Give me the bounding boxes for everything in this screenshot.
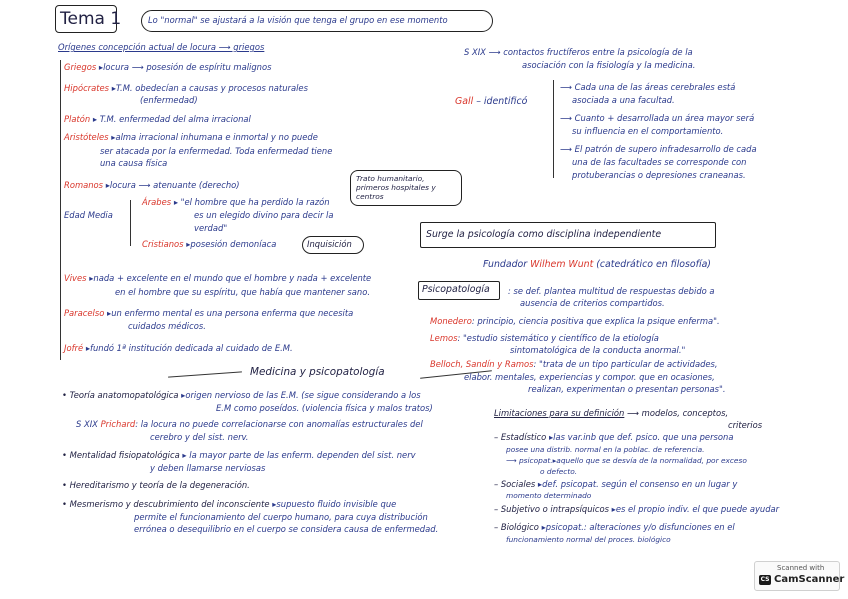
mentalidad-line-2: y deben llamarse nerviosas — [150, 463, 266, 473]
fundador-line: Fundador Wilhem Wunt (catedrático en filosofía) — [483, 259, 711, 270]
mesmerismo-line-2: permite el funcionamiento del cuerpo humano, para cuya distribución — [134, 512, 428, 522]
arabes-line: Árabes ▸ "el hombre que ha perdido la razón — [142, 197, 330, 207]
gall-item-1: ⟶ Cada una de las áreas cerebrales está — [560, 82, 736, 92]
gall-item-1b: asociada a una facultad. — [572, 95, 675, 105]
teoria-line: • Teoría anatomopatológica ▸origen nervioso de las E.M. (se sigue considerando a los — [62, 390, 421, 400]
subjetivo-line: – Subjetivo o intrapsíquicos ▸es el propio indiv. el que puede ayudar — [494, 504, 780, 514]
prichard-line-2: cerebro y del sist. nerv. — [150, 432, 249, 442]
trato-text: Trato humanitario, primeros hospitales y centros — [356, 174, 436, 201]
estadistico-line-2: posee una distrib. normal en la poblac. de referencia. — [506, 445, 705, 454]
item-hipocrates-2: (enfermedad) — [140, 95, 198, 105]
mesmerismo-line-3: errónea o desequilibrio en el cuerpo se considera causa de enfermedad. — [134, 524, 439, 534]
mentalidad-line: • Mentalidad fisiopatológica ▸ la mayor parte de las enferm. dependen del sist. nerv — [62, 450, 416, 460]
arabes-line-2: es un elegido divino para decir la — [194, 210, 334, 220]
teoria-line-2: E.M como poseídos. (violencia física y malos tratos) — [216, 403, 433, 413]
edad-media-label: Edad Media — [64, 210, 113, 220]
origins-line: Orígenes concepción actual de locura ⟶ griegos — [58, 42, 265, 52]
left-brace — [60, 60, 61, 360]
page-title: Tema 1 — [60, 9, 122, 29]
belloch-line: Belloch, Sandín y Ramos: "trata de un tipo particular de actividades, — [430, 359, 718, 369]
item-vives: Vives ▸nada + excelente en el mundo que el hombre y nada + excelente — [64, 273, 372, 283]
item-aristoteles: Aristóteles ▸alma irracional inhumana e inmortal y no puede — [64, 132, 318, 142]
monedero-line: Monedero: principio, ciencia positiva que explica la psique enferma". — [430, 316, 720, 326]
medicina-header: Medicina y psicopatología — [250, 366, 385, 378]
inquisicion-text: Inquisición — [307, 239, 352, 249]
item-aristoteles-2: ser atacada por la enfermedad. Toda enfermedad tiene — [100, 146, 333, 156]
estadistico-line-3: ⟶ psicopat.▸aquello que se desvía de la normalidad, por exceso — [506, 456, 747, 465]
camscanner-logo-icon: CS — [760, 576, 770, 583]
surge-text: Surge la psicología como disciplina independiente — [426, 229, 662, 240]
item-paracelso-2: cuidados médicos. — [128, 321, 206, 331]
gall-item-2: ⟶ Cuanto + desarrollada un área mayor será — [560, 113, 755, 123]
estadistico-line: – Estadístico ▸las var.inb que def. psico. que una persona — [494, 432, 734, 442]
item-paracelso: Paracelso ▸un enfermo mental es una persona enferma que necesita — [64, 308, 354, 318]
estadistico-line-4: o defecto. — [540, 467, 578, 476]
cristianos-line: Cristianos ▸posesión demoníaca — [142, 239, 277, 249]
psicopatologia-label: Psicopatología — [422, 284, 490, 295]
belloch-line-3: realizan, experimentan o presentan personas". — [528, 384, 726, 394]
item-aristoteles-3: una causa física — [100, 158, 168, 168]
mesmerismo-line: • Mesmerismo y descubrimiento del inconsciente ▸supuesto fluido invisible que — [62, 499, 397, 509]
gall-item-2b: su influencia en el comportamiento. — [572, 126, 724, 136]
edad-media-brace — [130, 200, 131, 246]
psico-text: : se def. plantea multitud de respuestas debido a — [508, 286, 715, 296]
limitaciones-line-2: criterios — [728, 420, 763, 430]
biologico-line-2: funcionamiento normal del proces. biológico — [506, 535, 671, 544]
sxix-line-2: asociación con la fisiología y la medicina. — [522, 60, 696, 70]
psico-text-2: ausencia de criterios compartidos. — [520, 298, 665, 308]
item-griegos: Griegos ▸locura ⟶ posesión de espíritu malignos — [64, 62, 272, 72]
item-vives-2: en el hombre que su espíritu, que había que mantener sano. — [115, 287, 370, 297]
prichard-line: S XIX Prichard: la locura no puede correlacionarse con anomalías estructurales del — [76, 419, 423, 429]
lemos-line-2: sintomatológica de la conducta anormal." — [510, 345, 686, 355]
medicina-rule-left — [168, 371, 242, 377]
lemos-line: Lemos: "estudio sistemático y científico de la etiología — [430, 333, 659, 343]
item-platon: Platón ▸ T.M. enfermedad del alma irracional — [64, 114, 251, 124]
arabes-line-3: verdad" — [194, 223, 228, 233]
hereditarismo-line: • Hereditarismo y teoría de la degeneración. — [62, 480, 250, 490]
scanned-with-text: Scanned with — [777, 564, 825, 572]
gall-brace — [553, 80, 554, 178]
item-romanos: Romanos ▸locura ⟶ atenuante (derecho) — [64, 180, 240, 190]
gall-item-3b: una de las facultades se corresponde con — [572, 157, 747, 167]
item-jofre: Jofré ▸fundó 1ª institución dedicada al cuidado de E.M. — [64, 343, 293, 353]
subtitle: Lo "normal" se ajustará a la visión que tenga el grupo en ese momento — [148, 15, 448, 25]
camscanner-text: CamScanner — [774, 574, 845, 585]
sxix-line: S XIX ⟶ contactos fructíferos entre la psicología de la — [464, 47, 693, 57]
sociales-line-2: momento determinado — [506, 491, 592, 500]
gall-item-3c: protuberancias o depresiones craneanas. — [572, 170, 746, 180]
limitaciones-line: Limitaciones para su definición ⟶ modelos, conceptos, — [494, 408, 729, 418]
belloch-line-2: elabor. mentales, experiencias y compor. que en ocasiones, — [464, 372, 715, 382]
biologico-line: – Biológico ▸psicopat.: alteraciones y/o disfunciones en el — [494, 522, 735, 532]
sociales-line: – Sociales ▸def. psicopat. según el consenso en un lugar y — [494, 479, 738, 489]
camscanner-badge — [754, 561, 845, 591]
item-hipocrates: Hipócrates ▸T.M. obedecían a causas y procesos naturales — [64, 83, 308, 93]
gall-item-3: ⟶ El patrón de supero infradesarrollo de cada — [560, 144, 757, 154]
gall-label: Gall – identificó — [455, 96, 528, 107]
